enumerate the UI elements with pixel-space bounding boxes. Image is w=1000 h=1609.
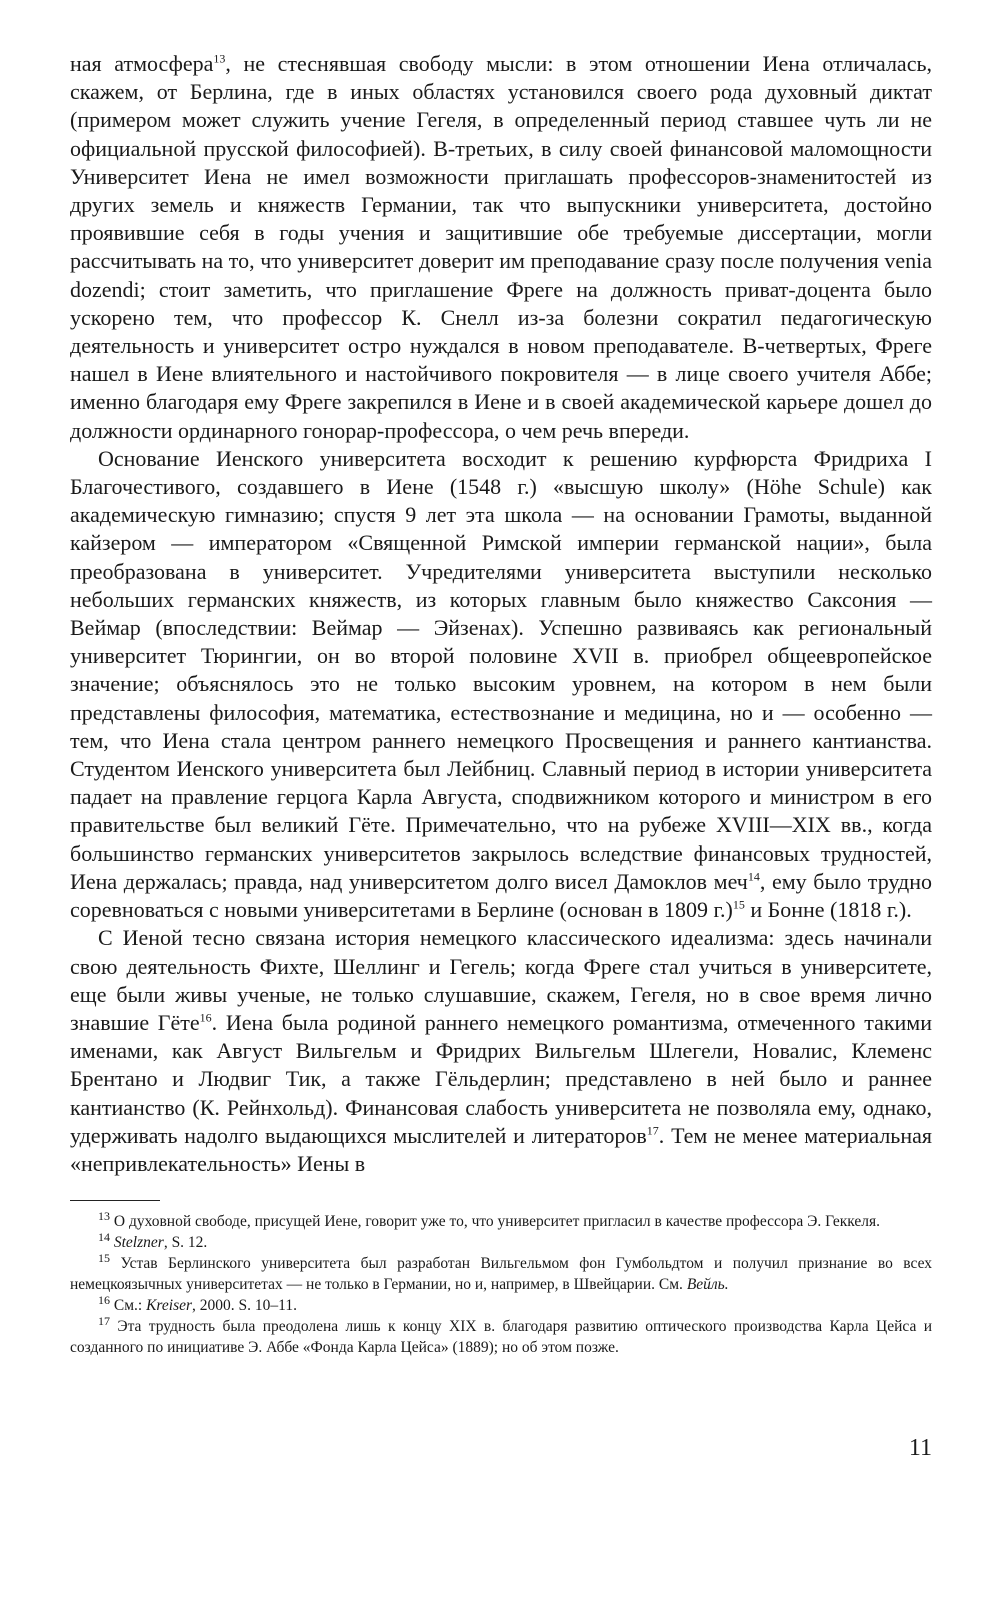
text-run: , S. 12. bbox=[163, 1234, 208, 1252]
footnote-ref: 17 bbox=[646, 1123, 659, 1138]
text-run: . Иена была родиной раннего немецкого романтизма, отмеченного такими именами, как Август Вильгельм и Фридрих Вильгельм Шлегели, Новалис, Клеменс Брентано и Людвиг Тик, а также Гёльдерлин; представлено в ней было и раннее кантианство (К. Рейнхольд). Финансовая слабость университета не позволяла ему, однако, удерживать надолго выдающихся мыслителей и литераторов bbox=[70, 1009, 932, 1148]
text-run: ная атмосфера bbox=[70, 51, 214, 76]
text-run: О духовной свободе, присущей Иене, говорит уже то, что университет пригласил в качестве профессора Э. Геккеля. bbox=[110, 1213, 881, 1231]
italic-text: Stelzner bbox=[113, 1234, 164, 1252]
text-run: Устав Берлинского университета был разработан Вильгельмом фон Гумбольдтом и получил признание во всех немецкоязычных университетах — не только в Германии, но и, например, в Швейцарии. См. bbox=[70, 1255, 932, 1294]
text-run: Эта трудность была преодолена лишь к концу XIX в. благодаря развитию оптического производства Карла Цейса и созданного по инициативе Э. Аббе «Фонда Карла Цейса» (1889); но об этом позже. bbox=[70, 1318, 932, 1357]
footnote-ref: 13 bbox=[213, 51, 226, 66]
paragraph-3 bbox=[70, 924, 932, 1178]
text-run: и Бонне (1818 г.). bbox=[744, 897, 912, 923]
page-number: 11 bbox=[908, 1435, 932, 1461]
footnote-14 bbox=[70, 1229, 932, 1253]
footnote-ref: 15 bbox=[98, 1250, 110, 1265]
text-run: . Тем не менее материальная «непривлекательность» Иены в bbox=[70, 1122, 932, 1176]
footnote-divider bbox=[70, 1200, 160, 1201]
footnote-17 bbox=[70, 1313, 932, 1358]
text-run: , ему было трудно соревноваться с новыми университетами в Берлине (основан в 1809 г.) bbox=[70, 868, 932, 923]
text-run: Основание Иенского университета восходит к решению курфюрста Фридриха I Благочестивого, создавшего в Иене (1548 г.) «высшую школу» (Höhe Schule) как академическую гимназию; спустя 9 лет эта школа — на основании Грамоты, выданной кайзером — императором «Священной Римской империи германской нации», была преобразована в университет. Учредителями университета выступили несколько небольших германских княжеств, из которых главным было княжество Саксония — Веймар (впоследствии: Веймар — Эйзенах). Успешно развиваясь как региональный университет Тюрингии, он во второй половине XVII в. приобрел общеевропейское значение; объяснялось это не только высоким уровнем, на котором в нем были представлены философия, математика, естествознание и медицина, но и — особенно — тем, что Иена стала центром раннего немецкого Просвещения и раннего кантианства. Студентом Иенского университета был Лейбниц. Славный период в истории университета падает на правление герцога Карла Августа, сподвижником которого и министром в его правительстве был великий Гёте. Примечательно, что на рубеже XVIII—XIX вв., когда большинство германских университетов закрылось вследствие финансовых трудностей, Иена держалась; правда, над университетом долго висел Дамоклов меч bbox=[70, 445, 932, 894]
paragraph-1 bbox=[70, 50, 932, 445]
footnote-15 bbox=[70, 1250, 932, 1295]
text-run: , 2000. S. 10–11. bbox=[192, 1297, 297, 1315]
italic-text: Kreiser bbox=[146, 1297, 193, 1315]
footnote-16 bbox=[70, 1292, 932, 1316]
text-run: С Иеной тесно связана история немецкого классического идеализма: здесь начинали свою деятельность Фихте, Шеллинг и Гегель; когда Фреге стал учиться в университете, еще были живы ученые, не только слушавшие, скажем, Гегеля, но в свое время лично знавшие Гёте bbox=[70, 925, 932, 1035]
footnote-ref: 16 bbox=[199, 1010, 212, 1025]
footnote-ref: 14 bbox=[98, 1229, 110, 1244]
footnote-13 bbox=[70, 1208, 932, 1232]
footnote-ref: 14 bbox=[747, 869, 760, 884]
main-text bbox=[70, 50, 932, 1178]
italic-text: Вейль. bbox=[686, 1276, 729, 1294]
paragraph-2 bbox=[70, 445, 932, 924]
text-run: См.: bbox=[110, 1297, 147, 1315]
footnote-ref: 15 bbox=[732, 897, 745, 912]
text-run: , не стеснявшая свободу мысли: в этом отношении Иена отличалась, скажем, от Берлина, где в иных областях установился своего рода духовный диктат (примером может служить учение Гегеля, в определенный период ставшее чуть ли не официальной прусской философией). В-третьих, в силу своей финансовой маломощности Университет Иена не имел возможности приглашать профессоров-знаменитостей из других земель и княжеств Германии, так что выпускники университета, достойно проявившие себя в годы учения и защитившие обе требуемые диссертации, могли рассчитывать на то, что университет доверит им преподавание сразу после получения venia dozendi; стоит заметить, что приглашение Фреге на должность приват-доцента было ускорено тем, что профессор К. Снелл из-за болезни сократил педагогическую деятельность и университет остро нуждался в новом преподавателе. В-четвертых, Фреге нашел в Иене влиятельного и настойчивого покровителя — в лице своего учителя Аббе; именно благодаря ему Фреге закрепился в Иене и в своей академической карьере дошел до должности ординарного гонорар-профессора, о чем речь впереди. bbox=[70, 51, 932, 443]
footnote-ref: 16 bbox=[98, 1292, 110, 1307]
footnote-ref: 13 bbox=[98, 1208, 110, 1223]
footnotes bbox=[70, 1208, 932, 1358]
footnote-ref: 17 bbox=[98, 1313, 110, 1328]
page-body bbox=[70, 50, 932, 1358]
